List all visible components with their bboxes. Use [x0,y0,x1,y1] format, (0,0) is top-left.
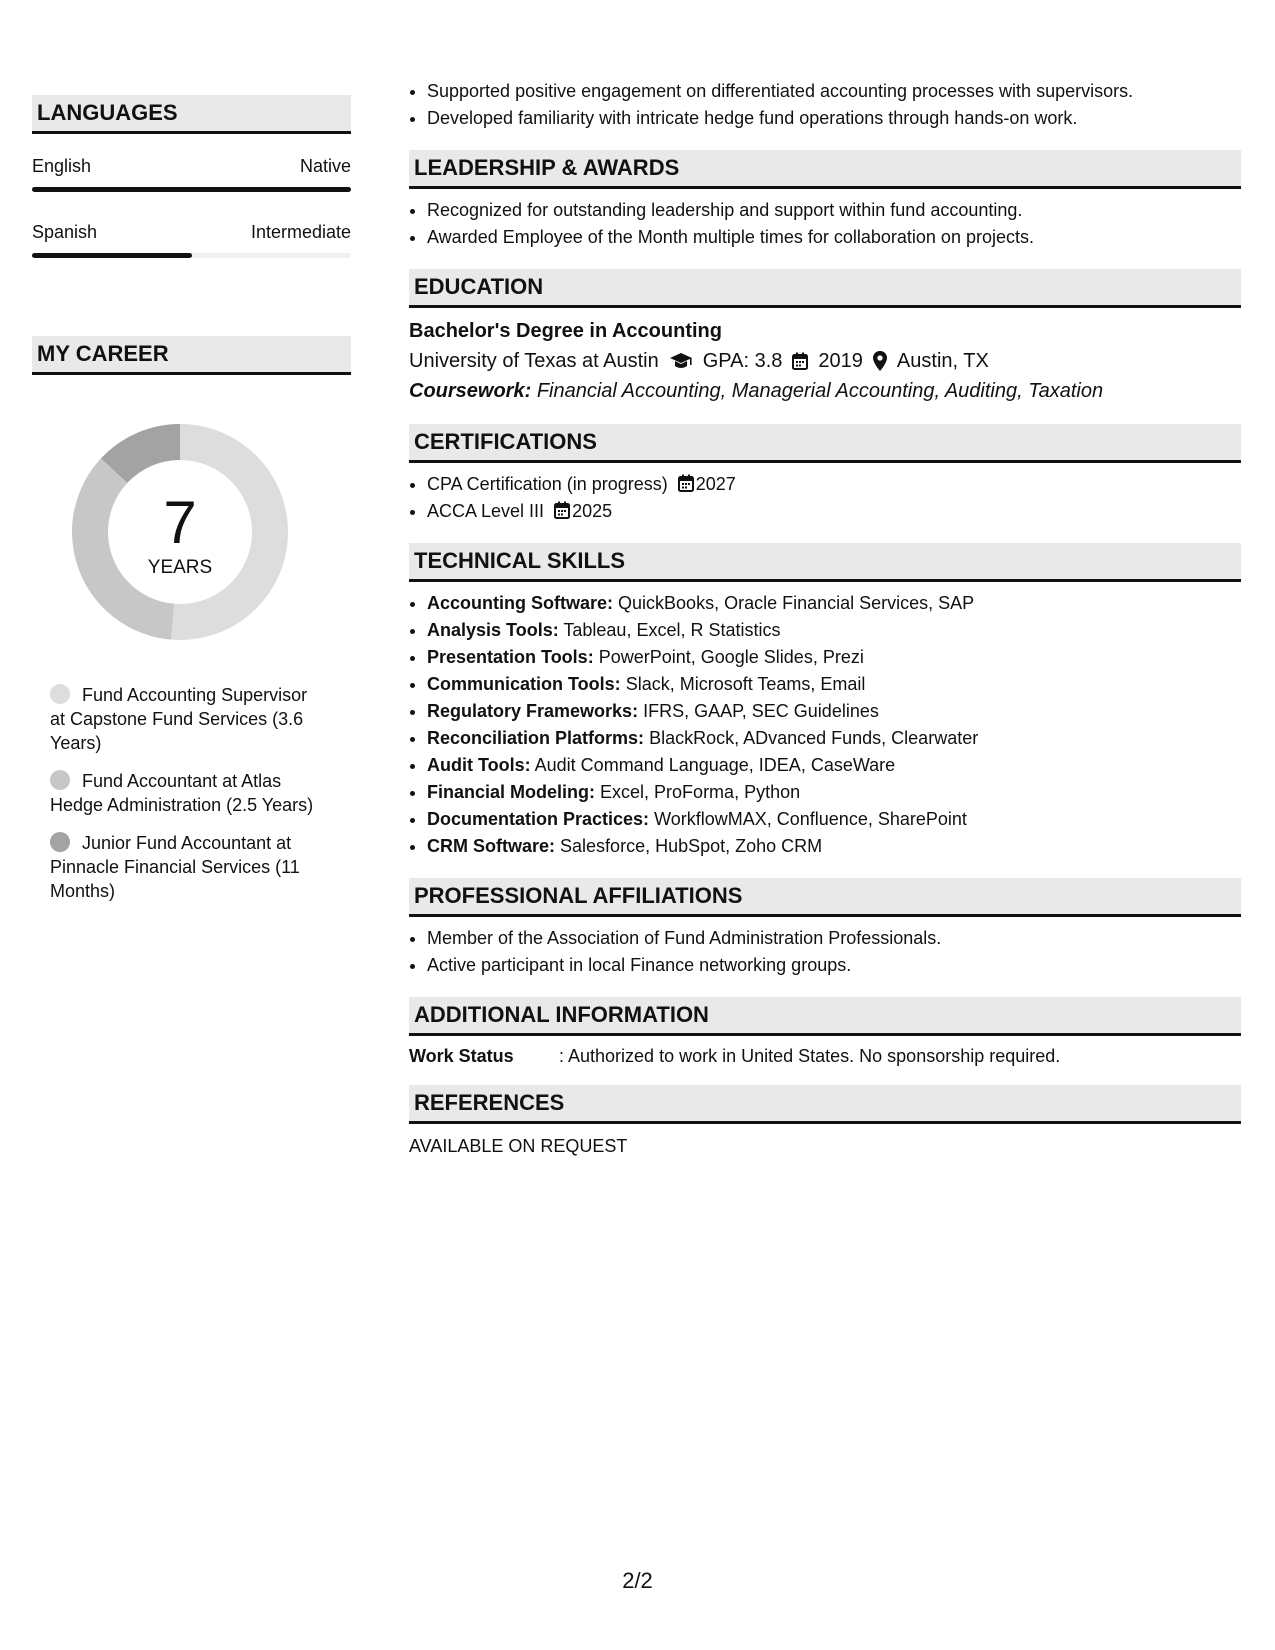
references-heading: REFERENCES [409,1085,1241,1124]
career-years-number: 7 [163,489,197,556]
skill-label: Accounting Software: [427,593,614,613]
language-level: Intermediate [250,222,351,242]
skill-value: IFRS, GAAP, SEC Guidelines [643,701,879,721]
skill-value: PowerPoint, Google Slides, Prezi [598,647,864,667]
list-item [427,617,1241,644]
career-legend-item [50,683,325,755]
list-item [427,725,1241,752]
education-gpa: GPA: 3.8 [702,350,783,372]
coursework-value: Financial Accounting, Managerial Accounting, Auditing, Taxation [536,380,1104,402]
skills-list [409,590,1241,860]
skill-label: Communication Tools: [427,674,621,694]
skill-label: Documentation Practices: [427,809,650,829]
certifications-list [409,471,1241,525]
certification-name: ACCA Level III [427,501,545,521]
career-legend-text: Fund Accountant at Atlas Hedge Administration (2.5 Years) [50,771,314,815]
additional-info-value: : Authorized to work in United States. No sponsorship required. [559,1046,1061,1066]
skill-value: WorkflowMAX, Confluence, SharePoint [654,809,967,829]
certification-year: 2027 [695,474,736,494]
list-item [427,471,1241,498]
skills-heading: TECHNICAL SKILLS [409,543,1241,582]
additional-info-row [409,1046,1241,1067]
education-coursework [409,376,1241,406]
skill-label: Audit Tools: [427,755,531,775]
affiliations-list [409,925,1241,979]
language-bar-fill [32,187,351,192]
leadership-bullets [409,197,1241,251]
list-item: • Active participant in local Finance networking groups. [427,952,1241,979]
additional-info-heading: ADDITIONAL INFORMATION [409,997,1241,1036]
legend-dot-icon [50,684,70,704]
career-donut-chart [65,417,295,647]
education-details [409,346,1241,376]
education-year: 2019 [818,350,863,372]
list-item [427,779,1241,806]
right-column [409,78,1241,1157]
language-item [32,222,351,258]
calendar-icon [554,501,570,519]
graduation-cap-icon [669,352,693,370]
affiliations-heading: PROFESSIONAL AFFILIATIONS [409,878,1241,917]
language-item [32,156,351,192]
career-legend-text: Junior Fund Accountant at Pinnacle Financial Services (11 Months) [50,833,300,901]
skill-value: Audit Command Language, IDEA, CaseWare [534,755,896,775]
skill-label: Analysis Tools: [427,620,559,640]
calendar-icon [792,352,808,370]
legend-dot-icon [50,832,70,852]
education-heading: EDUCATION [409,269,1241,308]
list-item: • Recognized for outstanding leadership and support within fund accounting. [427,197,1241,224]
languages-heading: LANGUAGES [32,95,351,134]
skill-label: CRM Software: [427,836,556,856]
list-item [427,644,1241,671]
language-bar-track [32,187,351,192]
additional-info-key: Work Status [409,1046,514,1066]
skill-value: Slack, Microsoft Teams, Email [625,674,866,694]
left-column [32,95,351,917]
skill-label: Reconciliation Platforms: [427,728,645,748]
language-name: English [32,156,92,176]
certifications-heading: CERTIFICATIONS [409,424,1241,463]
list-item [427,806,1241,833]
skill-label: Financial Modeling: [427,782,596,802]
list-item: • Awarded Employee of the Month multiple times for collaboration on projects. [427,224,1241,251]
list-item: • Supported positive engagement on differentiated accounting processes with supervisors. [427,78,1241,105]
language-bar-fill [32,253,192,258]
skill-label: Regulatory Frameworks: [427,701,639,721]
language-bar-track [32,253,351,258]
skill-value: Excel, ProForma, Python [600,782,801,802]
language-level: Native [299,156,351,176]
calendar-icon [678,474,694,492]
skill-label: Presentation Tools: [427,647,594,667]
list-item: • Developed familiarity with intricate hedge fund operations through hands-on work. [427,105,1241,132]
career-heading: MY CAREER [32,336,351,375]
education-location: Austin, TX [896,350,989,372]
language-name: Spanish [32,222,98,242]
page-number: 2/2 [622,1568,653,1593]
list-item [427,752,1241,779]
career-legend-text: Fund Accounting Supervisor at Capstone Fund Services (3.6 Years) [50,685,308,753]
list-item [427,590,1241,617]
experience-bullets [409,78,1241,132]
list-item [427,698,1241,725]
career-legend-item [50,831,325,903]
skill-value: BlackRock, ADvanced Funds, Clearwater [649,728,979,748]
skill-value: Tableau, Excel, R Statistics [563,620,781,640]
certification-year: 2025 [572,501,613,521]
map-pin-icon [873,351,887,371]
legend-dot-icon [50,770,70,790]
education-school: University of Texas at Austin [409,350,659,372]
leadership-heading: LEADERSHIP & AWARDS [409,150,1241,189]
certification-name: CPA Certification (in progress) [427,474,668,494]
coursework-label: Coursework: [409,380,532,402]
skill-value: Salesforce, HubSpot, Zoho CRM [560,836,823,856]
list-item [427,671,1241,698]
career-legend-item [50,769,325,817]
list-item [427,833,1241,860]
list-item [427,498,1241,525]
list-item: • Member of the Association of Fund Administration Professionals. [427,925,1241,952]
skill-value: QuickBooks, Oracle Financial Services, SAP [618,593,975,613]
education-degree: Bachelor's Degree in Accounting [409,320,722,342]
career-legend [50,683,325,903]
references-text: AVAILABLE ON REQUEST [409,1136,628,1156]
career-years-label: YEARS [147,557,213,578]
